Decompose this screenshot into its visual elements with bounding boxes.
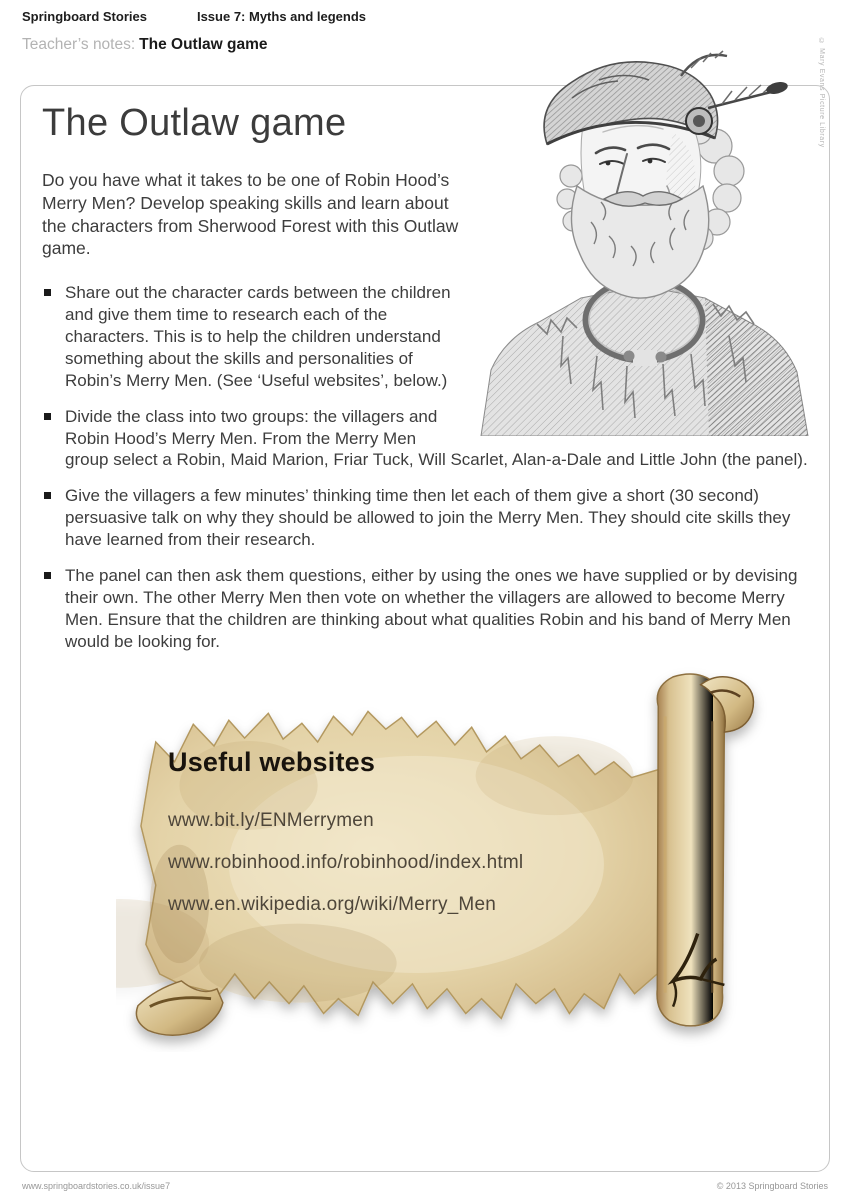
page-footer [22, 1181, 828, 1191]
list-item: Share out the character cards between the children and give them time to research each of the characters. This is to help the children understand something about the skills and personalities of Robin’s Merry Men. (See ‘Useful websites’, below.) [42, 282, 808, 392]
list-item: Divide the class into two groups: the villagers and Robin Hood’s Merry Men. From the Merry Men group select a Robin, Maid Marion, Friar Tuck, Will Scarlet, Alan-a-Dale and Little John (the panel). [42, 406, 808, 472]
brand-text: Springboard Stories [22, 9, 147, 24]
notes-title: The Outlaw game [139, 36, 268, 53]
website-link[interactable]: www.robinhood.info/robinhood/index.html [168, 851, 524, 873]
page-title: The Outlaw game [42, 102, 347, 144]
footer-site-url: www.springboardstories.co.uk/issue7 [22, 1181, 171, 1191]
page-header [22, 9, 366, 24]
useful-websites-heading: Useful websites [168, 746, 376, 777]
intro-paragraph: Do you have what it takes to be one of Robin Hood’s Merry Men? Develop speaking skills and learn about the characters from Sherwood Forest with this Outlaw game. [42, 170, 459, 259]
footer-copyright: © 2013 Springboard Stories [716, 1181, 828, 1191]
issue-text: Issue 7: Myths and legends [196, 9, 367, 24]
notes-prefix: Teacher’s notes: [22, 36, 136, 53]
useful-websites-block [168, 747, 638, 916]
list-item: Give the villagers a few minutes’ thinking time then let each of them give a short (30 second) persuasive talk on why they should be allowed to join the Merry Men. They should cite skills they have learned from their research. [42, 485, 808, 551]
image-credit: © Mary Evans Picture Library [818, 38, 825, 148]
website-link[interactable]: www.bit.ly/ENMerrymen [168, 809, 374, 831]
website-link[interactable]: www.en.wikipedia.org/wiki/Merry_Men [168, 893, 496, 915]
list-item: The panel can then ask them questions, either by using the ones we have supplied or by devising their own. The other Merry Men then vote on whether the villagers are allowed to become Merry Men. Ensure that the children are thinking about what qualities Robin and his band of Merry Men would be looking for. [42, 565, 808, 653]
notes-line [22, 36, 268, 54]
useful-websites-scroll [116, 667, 776, 1052]
activity-list [42, 282, 808, 653]
